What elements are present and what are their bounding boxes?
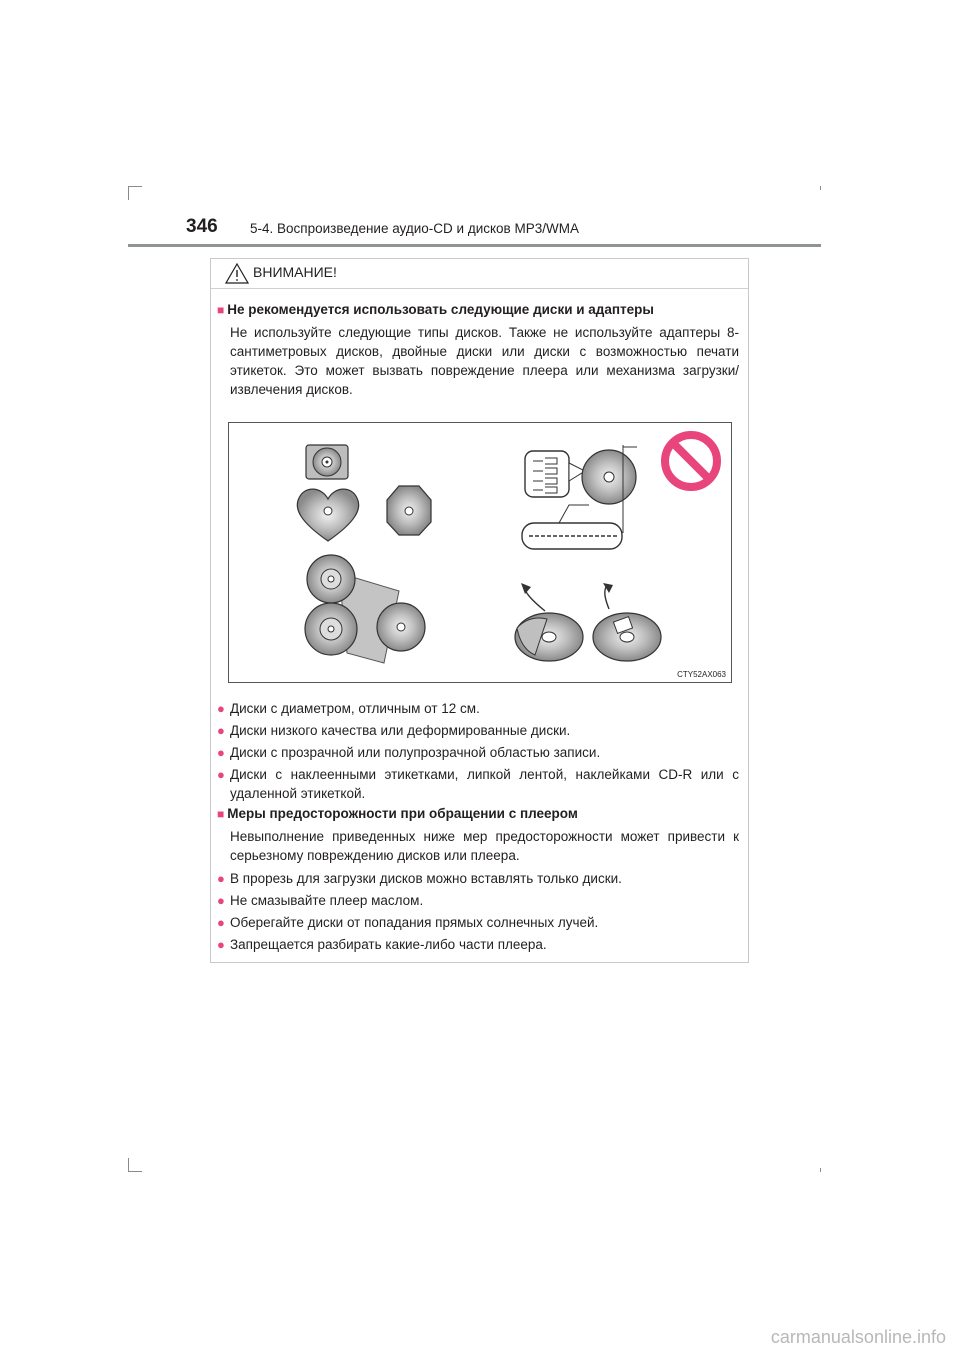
- square-bullet-icon: ■: [217, 303, 225, 317]
- labeled-discs-icon: [515, 583, 661, 661]
- section-paragraph: Невыполнение приведенных ниже мер предосторожности может привести к серьезному повреждению дисков или плеера.: [230, 829, 739, 863]
- bullet-dot-icon: ●: [217, 915, 225, 930]
- crop-mark: [128, 186, 142, 187]
- list-item: ● Оберегайте диски от попадания прямых солнечных лучей.: [217, 915, 599, 930]
- adapter-discs-icon: [305, 555, 425, 663]
- list-item: ● В прорезь для загрузки дисков можно вставлять только диски.: [217, 871, 622, 886]
- bullet-dot-icon: ●: [217, 893, 225, 908]
- section-heading: ■ Не рекомендуется использовать следующие диски и адаптеры: [217, 302, 654, 317]
- polygon-disc-icon: [387, 486, 431, 535]
- header-rule: [128, 244, 821, 247]
- figure-code: CTY52AX063: [677, 670, 726, 679]
- crop-mark: [820, 1168, 821, 1172]
- list-item: ● Запрещается разбирать какие-либо части плеера.: [217, 937, 547, 952]
- list-item: ● Не смазывайте плеер маслом.: [217, 893, 424, 908]
- bullet-dot-icon: ●: [217, 937, 225, 952]
- list-item: ● Диски с наклеенными этикетками, липкой лентой, наклейками CD-R или с удаленной этикеткой.: [217, 767, 739, 801]
- heart-disc-icon: [297, 489, 358, 541]
- section-title: 5-4. Воспроизведение аудио-CD и дисков MP3/WMA: [250, 221, 579, 236]
- crop-mark: [128, 1171, 142, 1172]
- crop-mark: [128, 186, 129, 200]
- watermark: carmanualsonline.info: [770, 1327, 946, 1347]
- crop-mark: [128, 1158, 129, 1172]
- bullet-dot-icon: ●: [217, 767, 225, 782]
- warning-triangle-icon: [225, 263, 249, 284]
- bullet-dot-icon: ●: [217, 871, 225, 886]
- bullet-dot-icon: ●: [217, 745, 225, 760]
- list-item: ● Диски с прозрачной или полупрозрачной областью записи.: [217, 745, 601, 760]
- section-paragraph: Не используйте следующие типы дисков. Также не используйте адаптеры 8-сантиметровых дисков, двойные диски или диски с возможностью печати этикеток. Это может вызвать повреждение плеера или механизма загрузки/извлечения дисков.: [230, 325, 739, 397]
- bullet-dot-icon: ●: [217, 723, 225, 738]
- square-bullet-icon: ■: [217, 807, 225, 821]
- caution-header: [211, 259, 748, 289]
- disc-edge-detail-icon: [522, 445, 637, 549]
- square-disc-icon: [306, 445, 348, 479]
- crop-mark: [820, 186, 821, 190]
- caution-title: ВНИМАНИЕ!: [253, 264, 337, 280]
- disc-illustration: [228, 422, 732, 683]
- page-number: 346: [186, 216, 218, 237]
- prohibition-icon: [665, 435, 717, 487]
- section-heading: ■ Меры предосторожности при обращении с плеером: [217, 806, 578, 821]
- list-item: ● Диски низкого качества или деформированные диски.: [217, 723, 571, 738]
- list-item: ● Диски с диаметром, отличным от 12 см.: [217, 701, 480, 716]
- disc-illustration-drawing: [229, 423, 731, 682]
- bullet-dot-icon: ●: [217, 701, 225, 716]
